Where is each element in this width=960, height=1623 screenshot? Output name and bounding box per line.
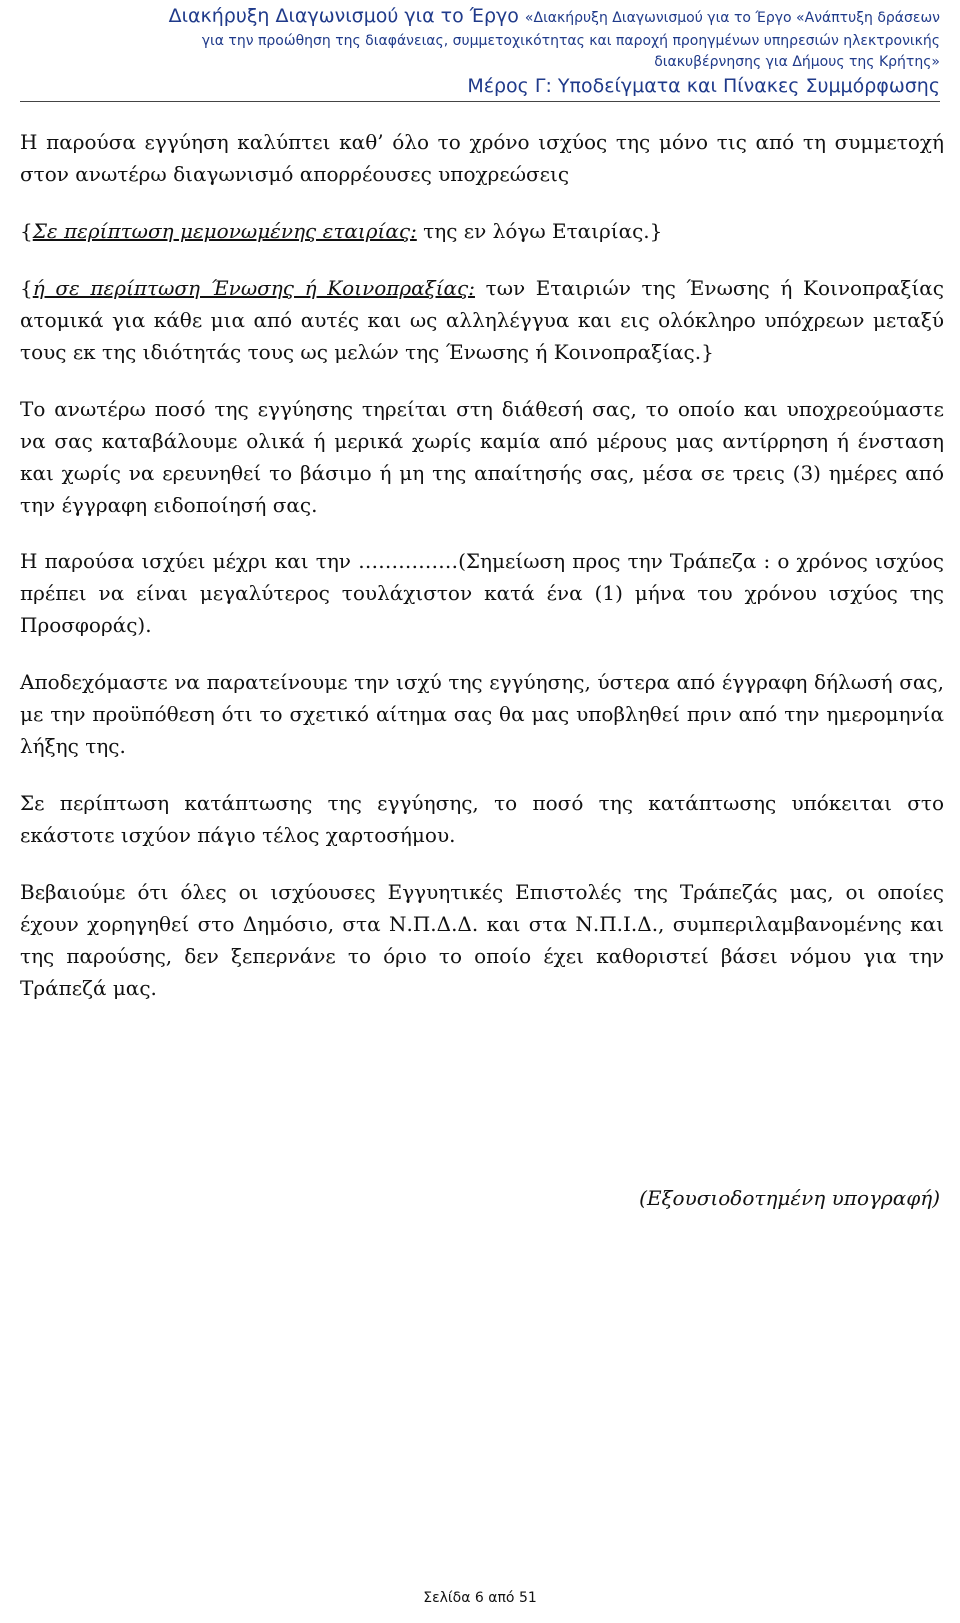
page-number: Σελίδα 6 από 51 xyxy=(423,1590,537,1606)
header-title-line xyxy=(20,4,940,31)
paragraph-certification: Βεβαιούμε ότι όλες οι ισχύουσες Εγγυητικές Επιστολές της Τράπεζάς μας, οι οποίες έχουν χορηγηθεί στο Δημόσιο, στα Ν.Π.Δ.Δ. και στα Ν.Π.Ι.Δ., συμπεριλαμβανομένης και της παρούσης, δεν ξεπερνάνε το όριο το οποίο έχει καθοριστεί βάσει νόμου για την Τράπεζά μας. xyxy=(20,880,944,1000)
header-part-title: Μέρος Γ: Υποδείγματα και Πίνακες Συμμόρφωσης xyxy=(467,75,940,97)
brace-open: { xyxy=(20,276,33,300)
condition-joint-venture: ή σε περίπτωση Ένωσης ή Κοινοπραξίας: xyxy=(32,276,475,300)
header-title-line-3: διακυβέρνησης για Δήμους της Κρήτης» xyxy=(654,54,940,70)
paragraph-single-company xyxy=(20,215,944,247)
paragraph-validity: Η παρούσα ισχύει μέχρι και την ……………(Σημείωση προς την Τράπεζα : ο χρόνος ισχύος πρέπει να είναι μεγαλύτερος τουλάχιστον κατά ένα (1) μήνα του χρόνου ισχύος της Προσφοράς). xyxy=(20,549,944,637)
single-company-text: της εν λόγω Εταιρίας.} xyxy=(416,219,663,243)
page-header xyxy=(20,4,940,102)
condition-single-company: Σε περίπτωση μεμονωμένης εταιρίας: xyxy=(32,219,417,243)
document-body xyxy=(20,126,944,1029)
paragraph-payment-terms: Το ανωτέρω ποσό της εγγύησης τηρείται στη διάθεσή σας, το οποίο και υποχρεούμαστε να σας καταβάλουμε ολικά ή μερικά χωρίς καμία από μέρους μας αντίρρηση ή ένσταση και χωρίς να ερευνηθεί το βάσιμο ή μη της απαίτησής σας, μέσα σε τρεις (3) ημέρες από την έγγραφη ειδοποίησή σας. xyxy=(20,397,944,517)
authorized-signature: (Εξουσιοδοτημένη υπογραφή) xyxy=(639,1186,940,1210)
brace-open: { xyxy=(20,219,33,243)
paragraph-joint-venture xyxy=(20,272,944,368)
header-title-project: «Διακήρυξη Διαγωνισμού για το Έργο «Ανάπτυξη δράσεων xyxy=(524,10,940,26)
paragraph-coverage: Η παρούσα εγγύηση καλύπτει καθ’ όλο το χρόνο ισχύος της μόνο τις από τη συμμετοχή στον ανωτέρω διαγωνισμό απορρέουσες υποχρεώσεις xyxy=(20,130,944,186)
header-title-main: Διακήρυξη Διαγωνισμού για το Έργο xyxy=(168,5,525,27)
paragraph-extension: Αποδεχόμαστε να παρατείνουμε την ισχύ της εγγύησης, ύστερα από έγγραφη δήλωσή σας, με την προϋπόθεση ότι το σχετικό αίτημα σας θα μας υποβληθεί πριν από την ημερομηνία λήξης της. xyxy=(20,670,944,758)
joint-venture-text: των Εταιριών της Ένωσης ή Κοινοπραξίας ατομικά για κάθε μια από αυτές και ως αλληλέγγυα και εις ολόκληρο υπόχρεων μεταξύ τους εκ της ιδιότητάς τους ως μελών της Ένωσης ή Κοινοπραξίας.} xyxy=(20,276,944,364)
header-title-line-2: για την προώθηση της διαφάνειας, συμμετοχικότητας και παροχή προηγμένων υπηρεσιών ηλεκτρονικής xyxy=(201,33,940,49)
paragraph-stamp-duty: Σε περίπτωση κατάπτωσης της εγγύησης, το ποσό της κατάπτωσης υπόκειται στο εκάστοτε ισχύον πάγιο τέλος χαρτοσήμου. xyxy=(20,791,944,847)
